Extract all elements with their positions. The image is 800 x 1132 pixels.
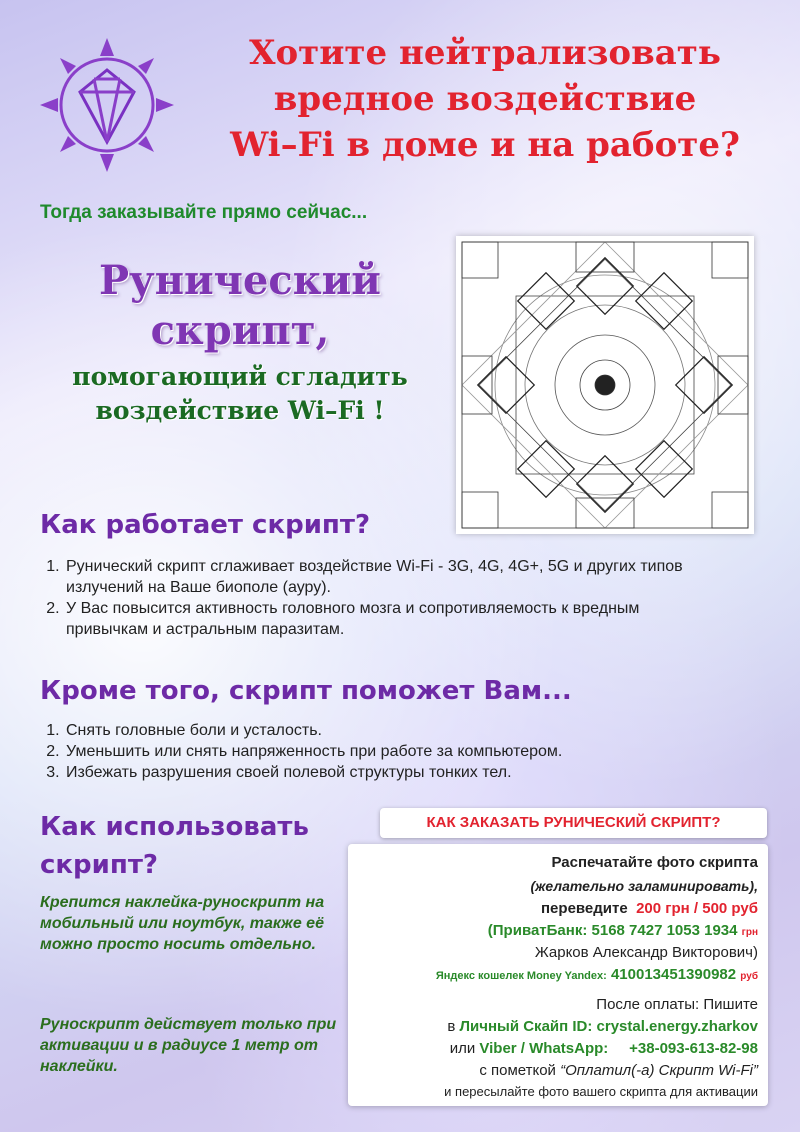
privatbank-currency: грн bbox=[741, 927, 758, 938]
yandex-number: 410013451390982 bbox=[610, 966, 737, 983]
note-prefix: с пометкой bbox=[479, 1062, 556, 1079]
how-to-use-title bbox=[40, 808, 340, 884]
laminate-note: (желательно заламинировать), bbox=[530, 878, 758, 894]
list-item: 1. Снять головные боли и усталость. bbox=[64, 720, 740, 741]
phone-number: +38-093-613-82-98 bbox=[629, 1040, 758, 1057]
viber-line bbox=[450, 1040, 758, 1057]
payment-note: “Оплатил(-а) Скрипт Wi-Fi” bbox=[560, 1062, 758, 1079]
owner-name: Жарков Александр Викторович) bbox=[534, 944, 758, 961]
yandex-currency: руб bbox=[740, 971, 758, 982]
print-instruction: Распечатайте фото скрипта bbox=[551, 854, 758, 871]
skype-prefix: в bbox=[447, 1018, 456, 1035]
product-sub-line: воздействие Wi–Fi ! bbox=[95, 396, 385, 425]
price: 200 грн / 500 руб bbox=[636, 900, 758, 917]
usage-text: Крепится наклейка-руноскрипт на мобильный или ноутбук, также её можно просто носить отдельно. bbox=[40, 894, 325, 953]
product-subtitle bbox=[40, 360, 440, 428]
product-name bbox=[40, 256, 440, 356]
how-it-works-list bbox=[40, 556, 720, 640]
rune-pattern-graphic bbox=[456, 236, 754, 534]
yandex-line bbox=[436, 966, 758, 983]
skype-line bbox=[447, 1018, 758, 1035]
note-line bbox=[479, 1062, 758, 1079]
product-sub-line: помогающий сгладить bbox=[72, 362, 408, 391]
product-name-line: Рунический bbox=[99, 257, 381, 304]
list-item: 2. У Вас повысится активность головного мозга и сопротивляемость к вредным привычкам и астральным паразитам. bbox=[64, 598, 720, 640]
headline-line: Wi–Fi в доме и на работе? bbox=[230, 125, 740, 165]
besides-title: Кроме того, скрипт поможет Вам... bbox=[40, 676, 572, 706]
viber-label: Viber / WhatsApp: bbox=[479, 1040, 609, 1057]
title-line: скрипт? bbox=[40, 850, 159, 880]
crystal-sun-logo bbox=[36, 34, 178, 176]
headline-line: Хотите нейтрализовать bbox=[249, 33, 721, 73]
product-title bbox=[40, 256, 440, 428]
intro-text: Тогда заказывайте прямо сейчас... bbox=[40, 202, 368, 223]
headline bbox=[185, 30, 785, 168]
privatbank-card: (ПриватБанк: 5168 7427 1053 1934 bbox=[487, 922, 738, 939]
yandex-label: Яндекс кошелек Money Yandex: bbox=[435, 970, 607, 982]
order-info-box bbox=[348, 844, 768, 1106]
viber-prefix: или bbox=[449, 1040, 476, 1057]
rune-script-image bbox=[456, 236, 754, 534]
how-to-order-banner: КАК ЗАКАЗАТЬ РУНИЧЕСКИЙ СКРИПТ? bbox=[380, 808, 767, 838]
transfer-label: переведите bbox=[541, 900, 628, 917]
list-item: 1. Рунический скрипт сглаживает воздействие Wi-Fi - 3G, 4G, 4G+, 5G и других типов излучений на Ваше биополе (ауру). bbox=[64, 556, 720, 598]
usage-note: Руноскрипт действует только при активации и в радиусе 1 метр от наклейки. bbox=[40, 1016, 337, 1075]
besides-list bbox=[40, 720, 740, 783]
list-item: 3. Избежать разрушения своей полевой структуры тонких тел. bbox=[64, 762, 740, 783]
product-name-line: скрипт, bbox=[150, 307, 330, 354]
after-payment: После оплаты: Пишите bbox=[596, 996, 758, 1013]
title-line: Как использовать bbox=[40, 812, 309, 842]
skype-id: Личный Скайп ID: crystal.energy.zharkov bbox=[459, 1018, 758, 1035]
send-photo-instruction: и пересылайте фото вашего скрипта для активации bbox=[444, 1084, 758, 1099]
privatbank-line bbox=[488, 922, 758, 939]
list-item: 2. Уменьшить или снять напряженность при работе за компьютером. bbox=[64, 741, 740, 762]
transfer-line bbox=[541, 900, 758, 917]
headline-line: вредное воздействие bbox=[273, 79, 697, 119]
how-it-works-title: Как работает скрипт? bbox=[40, 510, 371, 540]
